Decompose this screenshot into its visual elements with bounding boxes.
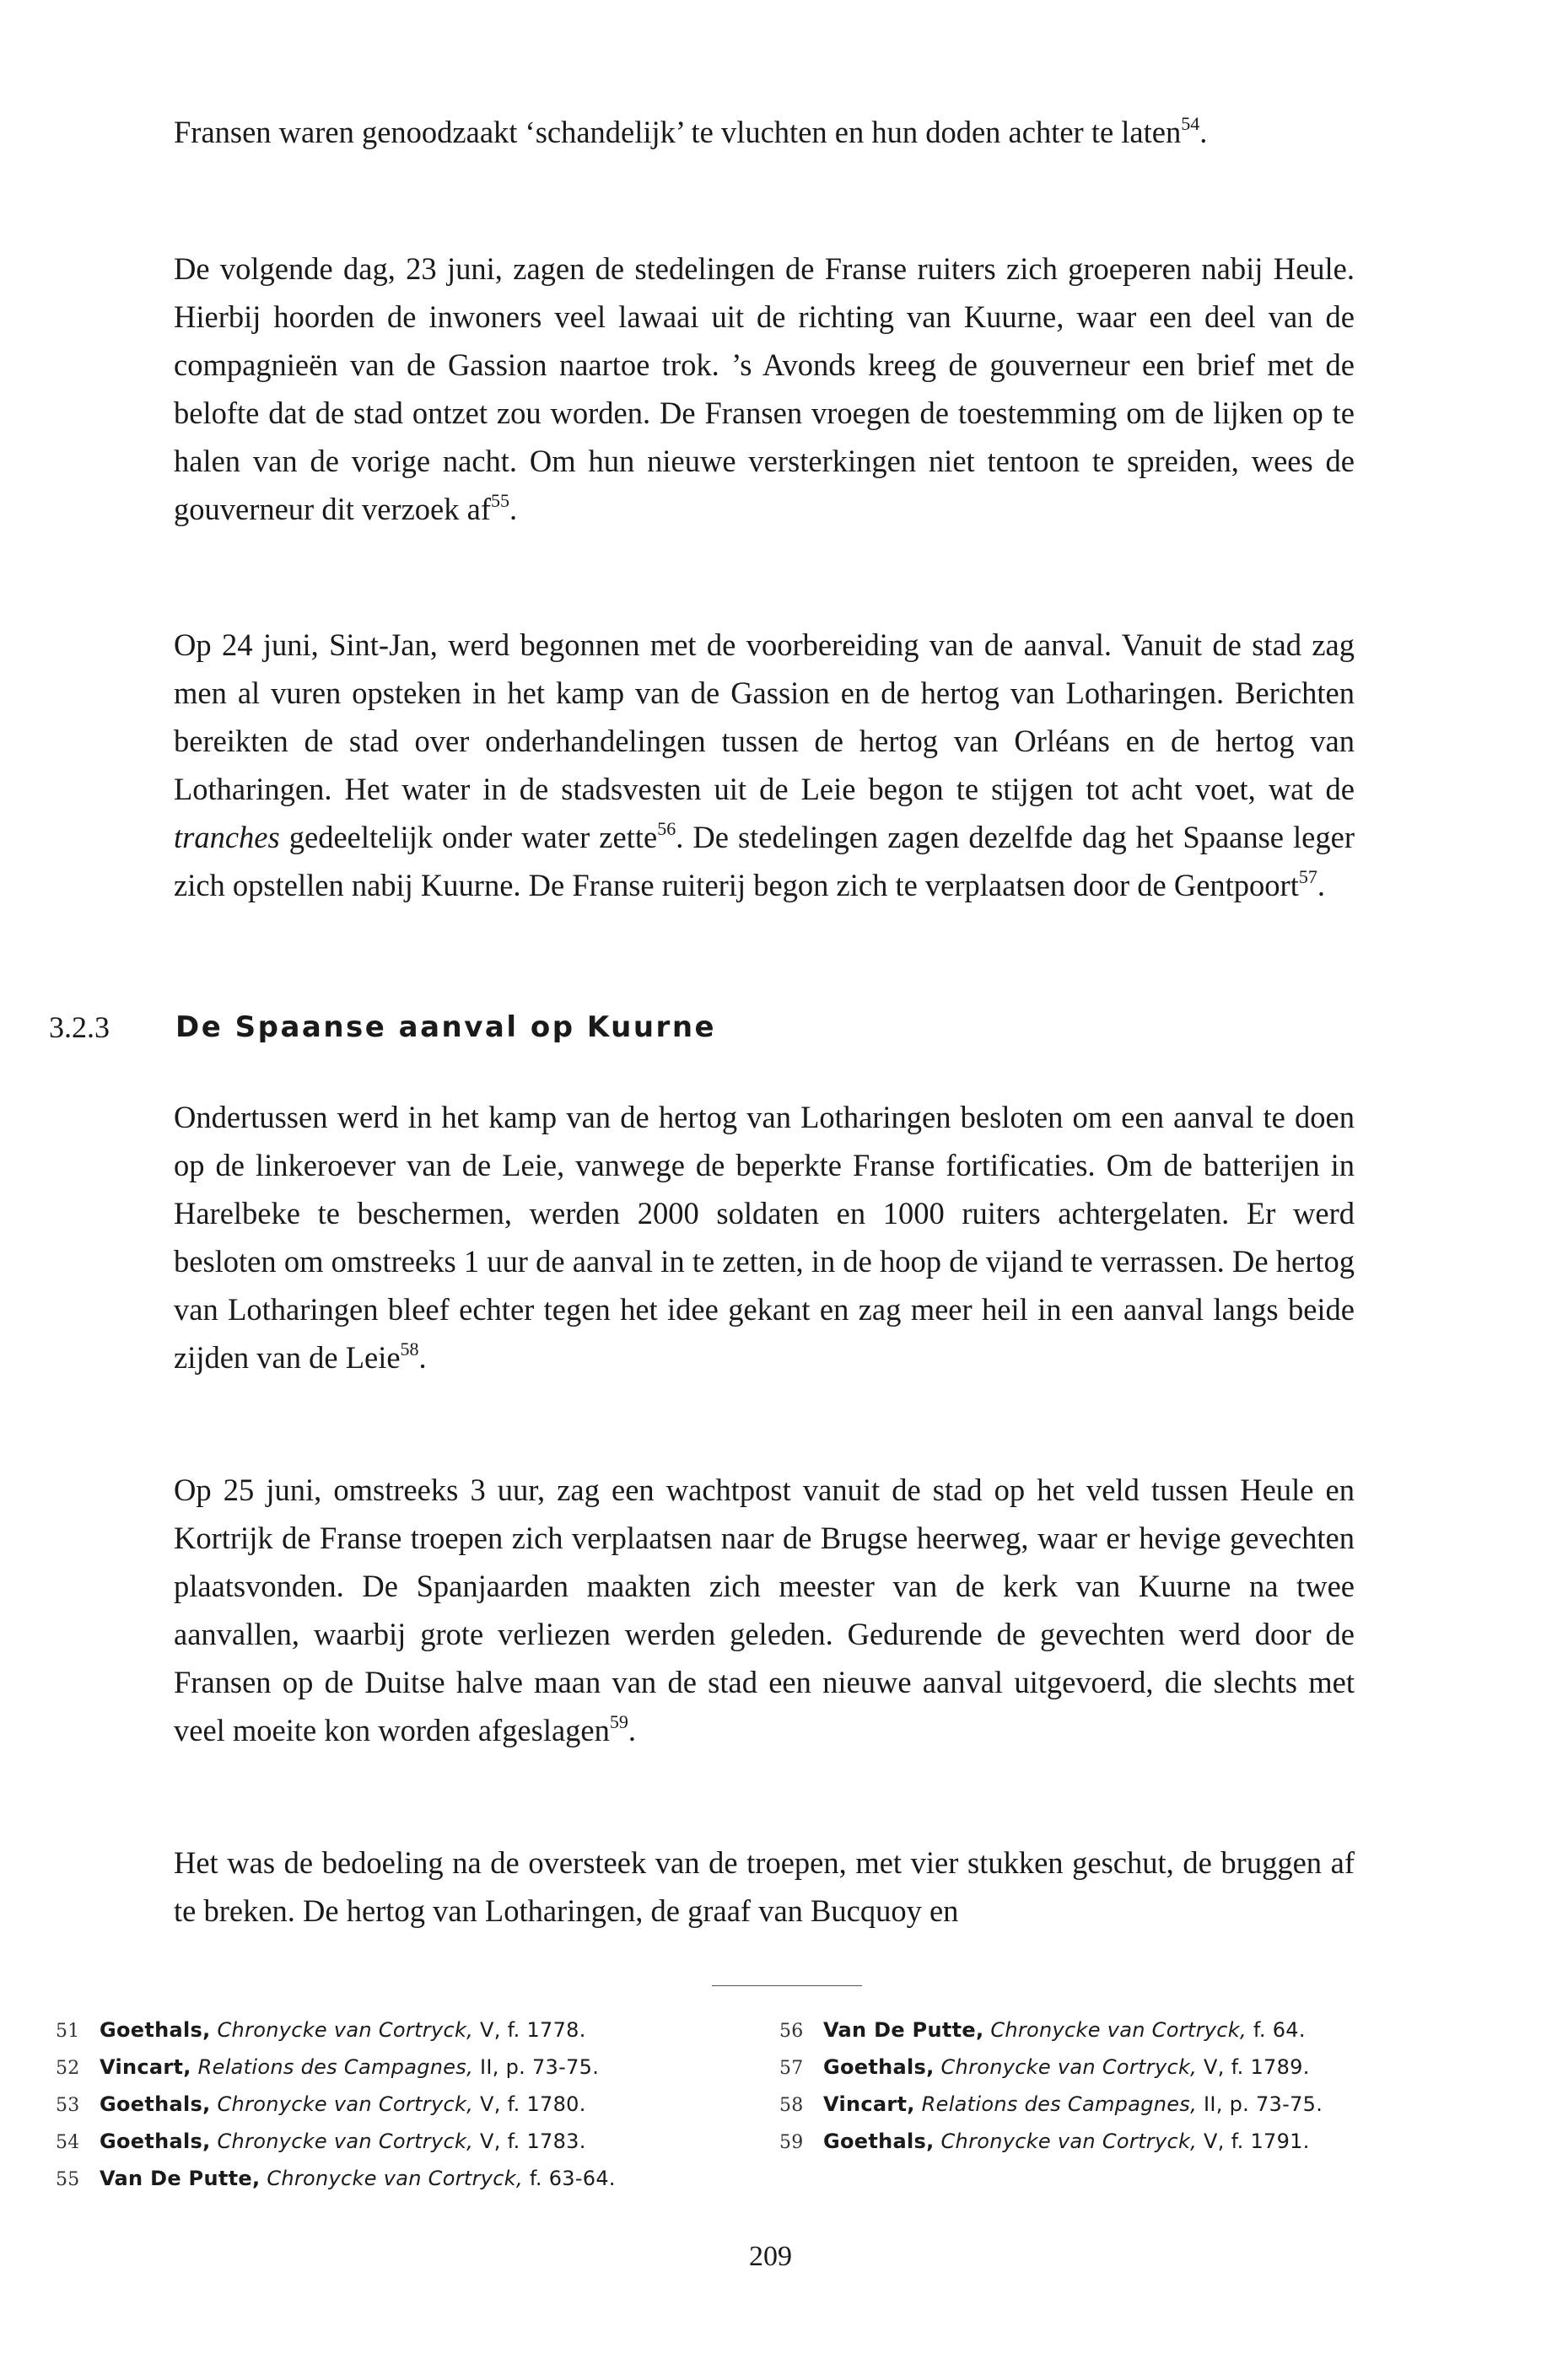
paragraph-2: De volgende dag, 23 juni, zagen de stedelingen de Franse ruiters zich groeperen nabij Heule. Hierbij hoorden de inwoners veel lawaai uit de richting van Kuurne, waar een deel van de compagnieën van de Gassion naartoe trok. ’s Avonds kreeg de gouverneur een brief met de belofte dat de stad ontzet zou worden. De Fransen vroegen de toestemming om de lijken op te halen van de vorige nacht. Om hun nieuwe versterkingen niet tentoon te spreiden, wees de gouverneur dit verzoek $af^{55}$.: [174, 251, 1355, 526]
footnote-ref-59[interactable]: 59: [609, 1711, 628, 1732]
footnote: 54 Goethals, Chronycke van Cortryck, V, f. 1783.: [56, 2130, 586, 2153]
paragraph-4-text: Ondertussen werd in het kamp van de hertog van Lotharingen besloten om een aanval te doen op de linkeroever van de Leie, vanwege de beperkte Franse fortificaties. Om de batterijen in Harelbeke te beschermen, werden 2000 soldaten en 1000 ruiters achtergelaten. Er werd besloten om omstreeks 1 uur de aanval in te zetten, in de hoop de vijand te verrassen. De hertog van Lotharingen bleef echter tegen het idee gekant en zag meer heil in een aanval langs beide zijden van de Leie: [174, 1100, 1355, 1375]
footnote: 59 Goethals, Chronycke van Cortryck, V, f. 1791.: [779, 2130, 1310, 2153]
footnote-ref-56[interactable]: 56: [657, 818, 676, 839]
footnote-ref-57[interactable]: 57: [1298, 866, 1317, 887]
section-title: De Spaanse aanval op Kuurne: [175, 1010, 717, 1044]
paragraph-4: Ondertussen werd in het kamp van de hertog van Lotharingen besloten om een aanval te doen op de linkeroever van de Leie, vanwege de beperkte Franse fortificaties. Om de batterijen in Harelbeke te beschermen, werden 2000 soldaten en 1000 ruiters achtergelaten. Er werd besloten om omstreeks 1 uur de aanval in te zetten, in de hoop de vijand te verrassen. De hertog van Lotharingen bleef echter tegen het idee gekant en zag meer heil in een aanval langs beide zijden van de Leie$^{58}$.: [174, 1100, 1355, 1375]
paragraph-6-text: Het was de bedoeling na de oversteek van de troepen, met vier stukken geschut, de bruggen af te breken. De hertog van Lotharingen, de graaf van Bucquoy en: [174, 1845, 1355, 1928]
paragraph-5: Op 25 juni, omstreeks 3 uur, zag een wachtpost vanuit de stad op het veld tussen Heule en Kortrijk de Franse troepen zich verplaatsen naar de Brugse heerweg, waar er hevige gevechten plaatsvonden. De Spanjaarden maakten zich meester van de kerk van Kuurne na twee aanvallen, waarbij grote verliezen werden geleden. Gedurende de gevechten werd door de Fransen op de Duitse halve maan van de stad een nieuwe aanval uitgevoerd, die slechts met veel moeite kon worden afgeslagen$^{59}$.: [174, 1473, 1355, 1747]
footnote: 55 Van De Putte, Chronycke van Cortryck, f. 63-64.: [56, 2167, 616, 2190]
page-number: 209: [749, 2241, 792, 2272]
italic-term: tranches: [174, 820, 280, 854]
footnote-ref-55[interactable]: 55: [490, 490, 509, 511]
footnotes-left-column: [56, 2012, 616, 2198]
paragraph-2-text: De volgende dag, 23 juni, zagen de stedelingen de Franse ruiters zich groeperen nabij Heule. Hierbij hoorden de inwoners veel lawaai uit de richting van Kuurne, waar een deel van de compagnieën van de Gassion naartoe trok. ’s Avonds kreeg de gouverneur een brief met de belofte dat de stad ontzet zou worden. De Fransen vroegen de toestemming om de lijken op te halen van de vorige nacht. Om hun nieuwe versterkingen niet tentoon te spreiden, wees de gouverneur dit verzoek af: [174, 251, 1355, 526]
footnote: 52 Vincart, Relations des Campagnes, II, p. 73-75.: [56, 2055, 600, 2079]
footnote: 57 Goethals, Chronycke van Cortryck, V, f. 1789.: [779, 2055, 1310, 2079]
footnote-ref-58[interactable]: 58: [400, 1338, 419, 1360]
paragraph-1-text: Fransen waren genoodzaakt ‘schandelijk’ te vluchten en hun doden achter te laten: [174, 115, 1182, 149]
paragraph-3-text: Op 24 juni, Sint-Jan, werd begonnen met de voorbereiding van de aanval. Vanuit de stad zag men al vuren opsteken in het kamp van de Gassion en de hertog van Lotharingen. Berichten bereikten de stad over onderhandelingen tussen de hertog van Orléans en de hertog van Lotharingen. Het water in de stadsvesten uit de Leie begon te stijgen tot acht voet, wat de: [174, 627, 1355, 806]
footnote-ref-54[interactable]: 54: [1181, 113, 1200, 134]
footnote: 56 Van De Putte, Chronycke van Cortryck, f. 64.: [779, 2018, 1306, 2042]
section-number: 3.2.3: [49, 1010, 110, 1044]
paragraph-1: Fransen waren genoodzaakt ‘schandelijk’ te vluchten en hun doden achter te laten$^{54}$.: [174, 113, 1208, 149]
footnotes-right-column: [779, 2012, 1323, 2161]
paragraph-5-text: Op 25 juni, omstreeks 3 uur, zag een wachtpost vanuit de stad op het veld tussen Heule en Kortrijk de Franse troepen zich verplaatsen naar de Brugse heerweg, waar er hevige gevechten plaatsvonden. De Spanjaarden maakten zich meester van de kerk van Kuurne na twee aanvallen, waarbij grote verliezen werden geleden. Gedurende de gevechten werd door de Fransen op de Duitse halve maan van de stad een nieuwe aanval uitgevoerd, die slechts met veel moeite kon worden afgeslagen: [174, 1473, 1355, 1747]
footnote: 51 Goethals, Chronycke van Cortryck, V, f. 1778.: [56, 2018, 586, 2042]
paragraph-6: [174, 1839, 1355, 1935]
paragraph-3: Op 24 juni, Sint-Jan, werd begonnen met de voorbereiding van de aanval. Vanuit de stad zag men al vuren opsteken in het kamp van de Gassion en de hertog van Lotharingen. Berichten bereikten de stad over onderhandelingen tussen de hertog van Orléans en de hertog van Lotharingen. Het water in de stadsvesten uit de Leie begon te stijgen tot acht voet, wat de tranches gedeeltelijk onder water zette$^{56}$. De stedelingen zagen dezelfde dag het Spaanse leger zich opstellen nabij Kuurne. De Franse ruiterij begon zich te verplaatsen door de Gentpoort$^{57}$.: [174, 627, 1355, 902]
footnote-divider: [712, 1985, 862, 1986]
footnote: 58 Vincart, Relations des Campagnes, II, p. 73-75.: [779, 2092, 1323, 2116]
footnote: 53 Goethals, Chronycke van Cortryck, V, f. 1780.: [56, 2092, 586, 2116]
